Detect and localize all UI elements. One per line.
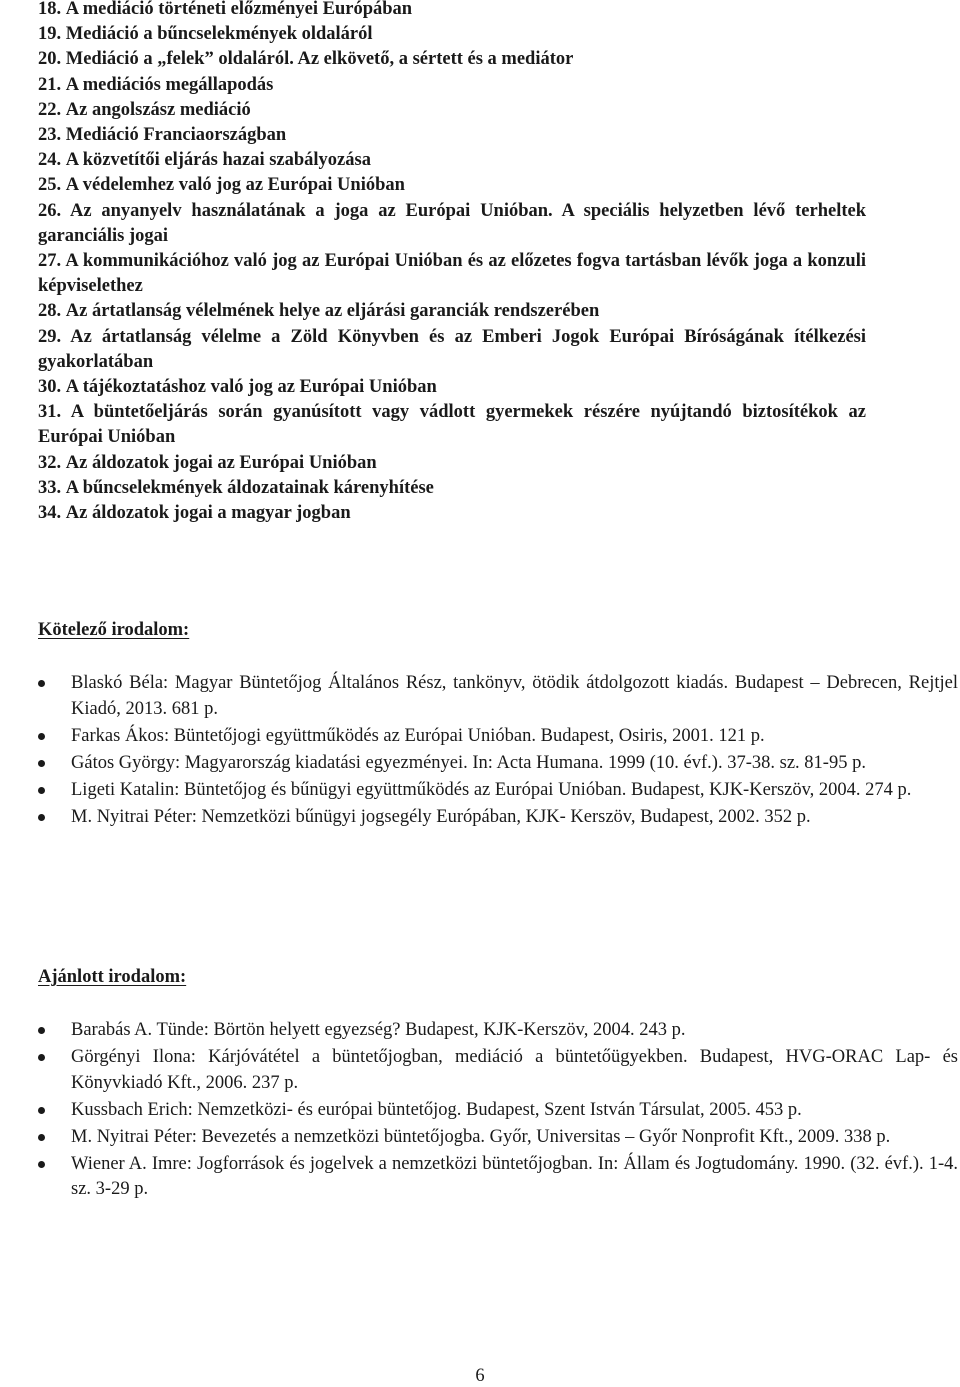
bullet-icon <box>38 1134 45 1141</box>
bullet-icon <box>38 814 45 821</box>
topic-item <box>38 501 866 526</box>
required-literature-list <box>0 671 960 830</box>
list-item <box>0 1152 960 1203</box>
bullet-icon <box>38 680 45 687</box>
list-item <box>0 1018 960 1044</box>
topic-item <box>38 375 866 400</box>
recommended-literature-list <box>0 1018 960 1203</box>
topic-item <box>38 73 866 98</box>
reference-text: M. Nyitrai Péter: Nemzetközi bűnügyi jogsegély Európában, KJK- Kerszöv, Budapest, 2002. 352 p. <box>71 806 811 827</box>
topic-item <box>38 325 866 375</box>
topic-text: A közvetítői eljárás hazai szabályozása <box>65 150 371 171</box>
reference-text: Kussbach Erich: Nemzetközi- és európai büntetőjog. Budapest, Szent István Társulat, 2005. 453 p. <box>71 1099 802 1120</box>
list-item <box>0 724 960 750</box>
topic-text: 31. A büntetőeljárás során gyanúsított vagy vádlott gyermekek részére nyújtandó biztosítékok az Európai Unióban <box>38 402 866 448</box>
topic-text: Az angolszász mediáció <box>65 99 251 120</box>
bullet-icon <box>38 1161 45 1168</box>
list-item <box>0 751 960 777</box>
topic-text: 26. Az anyanyelv használatának a joga az Európai Unióban. A speciális helyzetben lévő terheltek garanciális jogai <box>38 200 867 246</box>
topic-number: 29. <box>38 326 62 347</box>
topic-item <box>38 47 866 72</box>
topic-item <box>38 199 866 249</box>
reference-text: M. Nyitrai Péter: Bevezetés a nemzetközi büntetőjogba. Győr, Universitas – Győr Nonprofit Kft., 2009. 338 p. <box>71 1126 891 1147</box>
topic-text: Mediáció Franciaországban <box>65 125 287 146</box>
topic-item <box>38 299 866 324</box>
recommended-literature-heading: Ajánlott irodalom: <box>38 967 187 987</box>
reference-text: Blaskó Béla: Magyar Büntetőjog Általános Rész, tankönyv, ötödik átdolgozott kiadás. Budapest – Debrecen, Rejtjel Kiadó, 2013. 681 p. <box>71 673 958 719</box>
topic-text: 27. A kommunikációhoz való jog az Európai Unióban és az előzetes fogva tartásban lévők joga a konzuli képviselethez <box>38 251 866 297</box>
topic-number: 28. <box>38 301 62 322</box>
topic-number: 18. <box>38 0 62 19</box>
topic-item <box>38 98 866 123</box>
list-item <box>0 778 960 804</box>
topic-number: 33. <box>38 477 62 498</box>
reference-text: Wiener A. Imre: Jogforrások és jogelvek a nemzetközi büntetőjogban. In: Állam és Jogtudomány. 1990. (32. évf.). 1-4. sz. 3-29 p. <box>71 1153 958 1199</box>
topic-item <box>38 173 866 198</box>
topic-text: A védelemhez való jog az Európai Unióban <box>65 175 405 196</box>
topic-item <box>38 451 866 476</box>
reference-text: Gátos György: Magyarország kiadatási egyezményei. In: Acta Humana. 1999 (10. évf.). 37-38. sz. 81-95 p. <box>71 752 866 773</box>
topic-text: Az áldozatok jogai az Európai Unióban <box>65 452 377 473</box>
list-item <box>0 671 960 722</box>
page-number: 6 <box>475 1366 485 1386</box>
topic-text: Az ártatlanság vélelmének helye az eljárási garanciák rendszerében <box>65 301 600 322</box>
reference-text: Farkas Ákos: Büntetőjogi együttműködés az Európai Unióban. Budapest, Osiris, 2001. 121 p. <box>71 725 765 746</box>
topic-number: 21. <box>38 74 62 95</box>
reference-text: Barabás A. Tünde: Börtön helyett egyezség? Budapest, KJK-Kerszöv, 2004. 243 p. <box>71 1020 686 1040</box>
topic-item <box>38 249 866 299</box>
topic-text: 29. Az ártatlanság vélelme a Zöld Könyvben és az Emberi Jogok Európai Bíróságának ítélkezési gyakorlatában <box>38 326 866 372</box>
bullet-icon <box>38 1054 45 1061</box>
topic-number: 19. <box>38 24 62 45</box>
reference-text: Görgényi Ilona: Kárjóvátétel a büntetőjogban, mediáció a büntetőügyekben. Budapest, HVG-ORAC Lap- és Könyvkiadó Kft., 2006. 237 p. <box>71 1047 958 1093</box>
bullet-icon <box>38 787 45 794</box>
topic-text: A mediáció történeti előzményei Európában <box>65 0 413 19</box>
required-literature-heading: Kötelező irodalom: <box>38 620 190 640</box>
topic-number: 27. <box>38 251 62 272</box>
topic-number: 31. <box>38 402 62 423</box>
topic-list <box>38 0 866 526</box>
topic-item <box>38 148 866 173</box>
reference-text: Ligeti Katalin: Büntetőjog és bűnügyi együttműködés az Európai Unióban. Budapest, KJK-Kerszöv, 2004. 274 p. <box>71 779 912 800</box>
topic-text: A tájékoztatáshoz való jog az Európai Unióban <box>65 377 437 398</box>
topic-text: A mediációs megállapodás <box>65 74 274 95</box>
topic-text: Az áldozatok jogai a magyar jogban <box>65 503 351 524</box>
topic-number: 22. <box>38 99 62 120</box>
list-item <box>0 1125 960 1151</box>
topic-number: 30. <box>38 377 62 398</box>
topic-item <box>38 400 866 450</box>
topic-number: 32. <box>38 452 62 473</box>
topic-number: 25. <box>38 175 62 196</box>
bullet-icon <box>38 1027 45 1034</box>
list-item <box>0 1098 960 1124</box>
topic-text: Mediáció a bűncselekmények oldaláról <box>65 24 373 45</box>
topic-item <box>38 22 866 47</box>
topic-text: A bűncselekmények áldozatainak kárenyhítése <box>65 477 434 498</box>
topic-text: Mediáció a „felek” oldaláról. Az elkövető, a sértett és a mediátor <box>65 49 574 70</box>
bullet-icon <box>38 760 45 767</box>
topic-number: 34. <box>38 503 62 524</box>
topic-item <box>38 476 866 501</box>
topic-number: 20. <box>38 49 62 70</box>
topic-item <box>38 123 866 148</box>
list-item <box>0 1045 960 1096</box>
topic-number: 26. <box>38 200 62 221</box>
topic-item <box>38 0 866 22</box>
bullet-icon <box>38 733 45 740</box>
topic-number: 24. <box>38 150 62 171</box>
bullet-icon <box>38 1107 45 1114</box>
list-item <box>0 805 960 831</box>
topic-number: 23. <box>38 125 62 146</box>
